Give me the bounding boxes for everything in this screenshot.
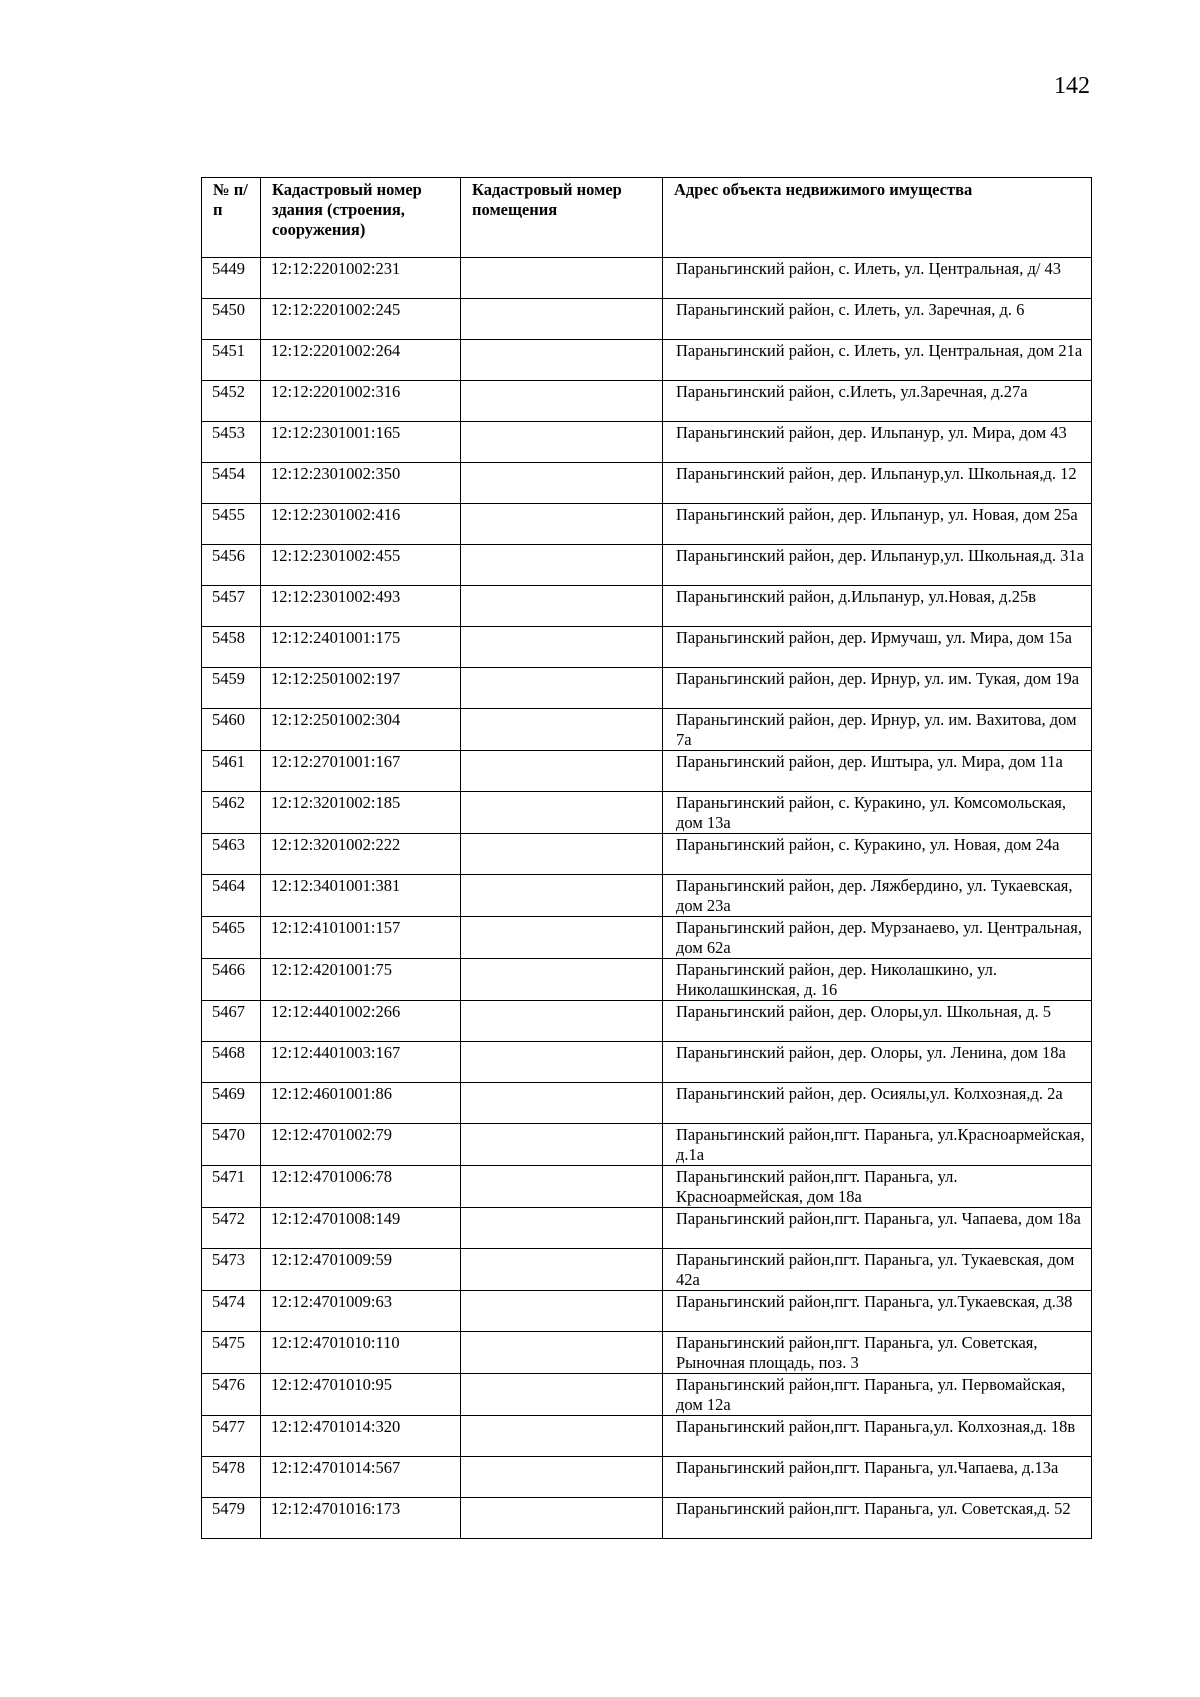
building-cadastral-number: 12:12:4701009:59 bbox=[261, 1249, 461, 1291]
row-number: 5450 bbox=[202, 299, 261, 340]
row-number: 5452 bbox=[202, 381, 261, 422]
building-cadastral-number: 12:12:4701008:149 bbox=[261, 1208, 461, 1249]
address: Параньгинский район,пгт. Параньга, ул. Тукаевская, дом 42а bbox=[663, 1249, 1092, 1291]
building-cadastral-number: 12:12:2301002:493 bbox=[261, 586, 461, 627]
building-cadastral-number: 12:12:3401001:381 bbox=[261, 875, 461, 917]
table-row bbox=[202, 917, 1092, 959]
row-number: 5470 bbox=[202, 1124, 261, 1166]
table-row bbox=[202, 959, 1092, 1001]
header-address: Адрес объекта недвижимого имущества bbox=[663, 178, 1092, 258]
premises-cadastral-number bbox=[461, 422, 663, 463]
premises-cadastral-number bbox=[461, 917, 663, 959]
address: Параньгинский район, дер. Ильпанур,ул. Школьная,д. 31а bbox=[663, 545, 1092, 586]
table-row bbox=[202, 381, 1092, 422]
premises-cadastral-number bbox=[461, 586, 663, 627]
premises-cadastral-number bbox=[461, 709, 663, 751]
address: Параньгинский район, дер. Ирмучаш, ул. Мира, дом 15а bbox=[663, 627, 1092, 668]
address: Параньгинский район,пгт. Параньга, ул.Красноармейская, д.1а bbox=[663, 1124, 1092, 1166]
address: Параньгинский район, с. Куракино, ул. Новая, дом 24а bbox=[663, 834, 1092, 875]
row-number: 5462 bbox=[202, 792, 261, 834]
header-building-cadastral-number: Кадастровый номер здания (строения, сооружения) bbox=[261, 178, 461, 258]
row-number: 5464 bbox=[202, 875, 261, 917]
premises-cadastral-number bbox=[461, 834, 663, 875]
table-row bbox=[202, 258, 1092, 299]
table-row bbox=[202, 1498, 1092, 1539]
building-cadastral-number: 12:12:4601001:86 bbox=[261, 1083, 461, 1124]
table-row bbox=[202, 463, 1092, 504]
building-cadastral-number: 12:12:2501002:197 bbox=[261, 668, 461, 709]
table-header bbox=[202, 178, 1092, 258]
premises-cadastral-number bbox=[461, 340, 663, 381]
premises-cadastral-number bbox=[461, 463, 663, 504]
address: Параньгинский район, дер. Ильпанур,ул. Школьная,д. 12 bbox=[663, 463, 1092, 504]
premises-cadastral-number bbox=[461, 1042, 663, 1083]
row-number: 5463 bbox=[202, 834, 261, 875]
address: Параньгинский район,пгт. Параньга, ул.Чапаева, д.13а bbox=[663, 1457, 1092, 1498]
row-number: 5477 bbox=[202, 1416, 261, 1457]
building-cadastral-number: 12:12:4701009:63 bbox=[261, 1291, 461, 1332]
building-cadastral-number: 12:12:4701002:79 bbox=[261, 1124, 461, 1166]
address: Параньгинский район, с.Илеть, ул.Заречная, д.27а bbox=[663, 381, 1092, 422]
premises-cadastral-number bbox=[461, 545, 663, 586]
table-row bbox=[202, 1083, 1092, 1124]
address: Параньгинский район, дер. Мурзанаево, ул. Центральная, дом 62а bbox=[663, 917, 1092, 959]
building-cadastral-number: 12:12:2301001:165 bbox=[261, 422, 461, 463]
table-row bbox=[202, 504, 1092, 545]
premises-cadastral-number bbox=[461, 258, 663, 299]
building-cadastral-number: 12:12:2301002:416 bbox=[261, 504, 461, 545]
address: Параньгинский район, дер. Иштыра, ул. Мира, дом 11а bbox=[663, 751, 1092, 792]
table-row bbox=[202, 875, 1092, 917]
building-cadastral-number: 12:12:2201002:231 bbox=[261, 258, 461, 299]
row-number: 5456 bbox=[202, 545, 261, 586]
row-number: 5449 bbox=[202, 258, 261, 299]
premises-cadastral-number bbox=[461, 668, 663, 709]
header-number: № п/п bbox=[202, 178, 261, 258]
premises-cadastral-number bbox=[461, 504, 663, 545]
table-row bbox=[202, 1291, 1092, 1332]
row-number: 5472 bbox=[202, 1208, 261, 1249]
row-number: 5474 bbox=[202, 1291, 261, 1332]
premises-cadastral-number bbox=[461, 1416, 663, 1457]
table-row bbox=[202, 1416, 1092, 1457]
table-row bbox=[202, 668, 1092, 709]
premises-cadastral-number bbox=[461, 875, 663, 917]
building-cadastral-number: 12:12:2201002:316 bbox=[261, 381, 461, 422]
building-cadastral-number: 12:12:4201001:75 bbox=[261, 959, 461, 1001]
building-cadastral-number: 12:12:2201002:264 bbox=[261, 340, 461, 381]
building-cadastral-number: 12:12:4101001:157 bbox=[261, 917, 461, 959]
premises-cadastral-number bbox=[461, 627, 663, 668]
address: Параньгинский район,пгт. Параньга,ул. Колхозная,д. 18в bbox=[663, 1416, 1092, 1457]
address: Параньгинский район, дер. Олоры, ул. Ленина, дом 18а bbox=[663, 1042, 1092, 1083]
premises-cadastral-number bbox=[461, 792, 663, 834]
address: Параньгинский район, дер. Ляжбердино, ул. Тукаевская, дом 23а bbox=[663, 875, 1092, 917]
row-number: 5471 bbox=[202, 1166, 261, 1208]
row-number: 5459 bbox=[202, 668, 261, 709]
building-cadastral-number: 12:12:2301002:350 bbox=[261, 463, 461, 504]
header-row bbox=[202, 178, 1092, 258]
premises-cadastral-number bbox=[461, 1457, 663, 1498]
table-row bbox=[202, 751, 1092, 792]
row-number: 5466 bbox=[202, 959, 261, 1001]
address: Параньгинский район,пгт. Параньга, ул.Тукаевская, д.38 bbox=[663, 1291, 1092, 1332]
table-row bbox=[202, 1001, 1092, 1042]
row-number: 5469 bbox=[202, 1083, 261, 1124]
address: Параньгинский район, дер. Осиялы,ул. Колхозная,д. 2а bbox=[663, 1083, 1092, 1124]
property-registry-table bbox=[201, 177, 1092, 1539]
building-cadastral-number: 12:12:2301002:455 bbox=[261, 545, 461, 586]
table-row bbox=[202, 1124, 1092, 1166]
address: Параньгинский район,пгт. Параньга, ул. Чапаева, дом 18а bbox=[663, 1208, 1092, 1249]
address: Параньгинский район, дер. Николашкино, ул. Николашкинская, д. 16 bbox=[663, 959, 1092, 1001]
building-cadastral-number: 12:12:4701014:567 bbox=[261, 1457, 461, 1498]
row-number: 5468 bbox=[202, 1042, 261, 1083]
table-row bbox=[202, 1374, 1092, 1416]
address: Параньгинский район, с. Илеть, ул. Центральная, д/ 43 bbox=[663, 258, 1092, 299]
building-cadastral-number: 12:12:3201002:222 bbox=[261, 834, 461, 875]
row-number: 5458 bbox=[202, 627, 261, 668]
table-row bbox=[202, 1208, 1092, 1249]
premises-cadastral-number bbox=[461, 299, 663, 340]
address: Параньгинский район,пгт. Параньга, ул. Первомайская, дом 12а bbox=[663, 1374, 1092, 1416]
row-number: 5473 bbox=[202, 1249, 261, 1291]
table-row bbox=[202, 1249, 1092, 1291]
table-row bbox=[202, 834, 1092, 875]
address: Параньгинский район, дер. Ирнур, ул. им. Тукая, дом 19а bbox=[663, 668, 1092, 709]
table-row bbox=[202, 299, 1092, 340]
table-row bbox=[202, 1457, 1092, 1498]
building-cadastral-number: 12:12:4701014:320 bbox=[261, 1416, 461, 1457]
row-number: 5479 bbox=[202, 1498, 261, 1539]
row-number: 5461 bbox=[202, 751, 261, 792]
address: Параньгинский район, дер. Ильпанур, ул. Мира, дом 43 bbox=[663, 422, 1092, 463]
address: Параньгинский район,пгт. Параньга, ул. Советская, Рыночная площадь, поз. 3 bbox=[663, 1332, 1092, 1374]
address: Параньгинский район,пгт. Параньга, ул. Красноармейская, дом 18а bbox=[663, 1166, 1092, 1208]
row-number: 5467 bbox=[202, 1001, 261, 1042]
address: Параньгинский район, с. Илеть, ул. Заречная, д. 6 bbox=[663, 299, 1092, 340]
premises-cadastral-number bbox=[461, 1208, 663, 1249]
table-row bbox=[202, 422, 1092, 463]
row-number: 5453 bbox=[202, 422, 261, 463]
row-number: 5454 bbox=[202, 463, 261, 504]
address: Параньгинский район, дер. Ирнур, ул. им. Вахитова, дом 7а bbox=[663, 709, 1092, 751]
header-premises-cadastral-number: Кадастровый номер помещения bbox=[461, 178, 663, 258]
building-cadastral-number: 12:12:2701001:167 bbox=[261, 751, 461, 792]
table-row bbox=[202, 709, 1092, 751]
building-cadastral-number: 12:12:2501002:304 bbox=[261, 709, 461, 751]
premises-cadastral-number bbox=[461, 1166, 663, 1208]
address: Параньгинский район, дер. Ильпанур, ул. Новая, дом 25а bbox=[663, 504, 1092, 545]
premises-cadastral-number bbox=[461, 1124, 663, 1166]
row-number: 5475 bbox=[202, 1332, 261, 1374]
row-number: 5451 bbox=[202, 340, 261, 381]
row-number: 5460 bbox=[202, 709, 261, 751]
premises-cadastral-number bbox=[461, 1001, 663, 1042]
building-cadastral-number: 12:12:3201002:185 bbox=[261, 792, 461, 834]
row-number: 5455 bbox=[202, 504, 261, 545]
premises-cadastral-number bbox=[461, 381, 663, 422]
building-cadastral-number: 12:12:2201002:245 bbox=[261, 299, 461, 340]
premises-cadastral-number bbox=[461, 1083, 663, 1124]
table-body bbox=[202, 258, 1092, 1539]
table-row bbox=[202, 1332, 1092, 1374]
building-cadastral-number: 12:12:4701016:173 bbox=[261, 1498, 461, 1539]
premises-cadastral-number bbox=[461, 1291, 663, 1332]
table-row bbox=[202, 627, 1092, 668]
table-row bbox=[202, 1042, 1092, 1083]
table-row bbox=[202, 1166, 1092, 1208]
premises-cadastral-number bbox=[461, 959, 663, 1001]
premises-cadastral-number bbox=[461, 1374, 663, 1416]
building-cadastral-number: 12:12:4401003:167 bbox=[261, 1042, 461, 1083]
address: Параньгинский район, дер. Олоры,ул. Школьная, д. 5 bbox=[663, 1001, 1092, 1042]
address: Параньгинский район, с. Илеть, ул. Центральная, дом 21а bbox=[663, 340, 1092, 381]
address: Параньгинский район, д.Ильпанур, ул.Новая, д.25в bbox=[663, 586, 1092, 627]
table-row bbox=[202, 545, 1092, 586]
table-row bbox=[202, 586, 1092, 627]
table-row bbox=[202, 340, 1092, 381]
address: Параньгинский район, с. Куракино, ул. Комсомольская, дом 13а bbox=[663, 792, 1092, 834]
building-cadastral-number: 12:12:4701010:95 bbox=[261, 1374, 461, 1416]
row-number: 5457 bbox=[202, 586, 261, 627]
premises-cadastral-number bbox=[461, 1498, 663, 1539]
building-cadastral-number: 12:12:4701006:78 bbox=[261, 1166, 461, 1208]
row-number: 5478 bbox=[202, 1457, 261, 1498]
address: Параньгинский район,пгт. Параньга, ул. Советская,д. 52 bbox=[663, 1498, 1092, 1539]
premises-cadastral-number bbox=[461, 1332, 663, 1374]
premises-cadastral-number bbox=[461, 1249, 663, 1291]
premises-cadastral-number bbox=[461, 751, 663, 792]
building-cadastral-number: 12:12:2401001:175 bbox=[261, 627, 461, 668]
building-cadastral-number: 12:12:4701010:110 bbox=[261, 1332, 461, 1374]
page-number: 142 bbox=[1054, 73, 1090, 99]
table-row bbox=[202, 792, 1092, 834]
row-number: 5476 bbox=[202, 1374, 261, 1416]
row-number: 5465 bbox=[202, 917, 261, 959]
building-cadastral-number: 12:12:4401002:266 bbox=[261, 1001, 461, 1042]
